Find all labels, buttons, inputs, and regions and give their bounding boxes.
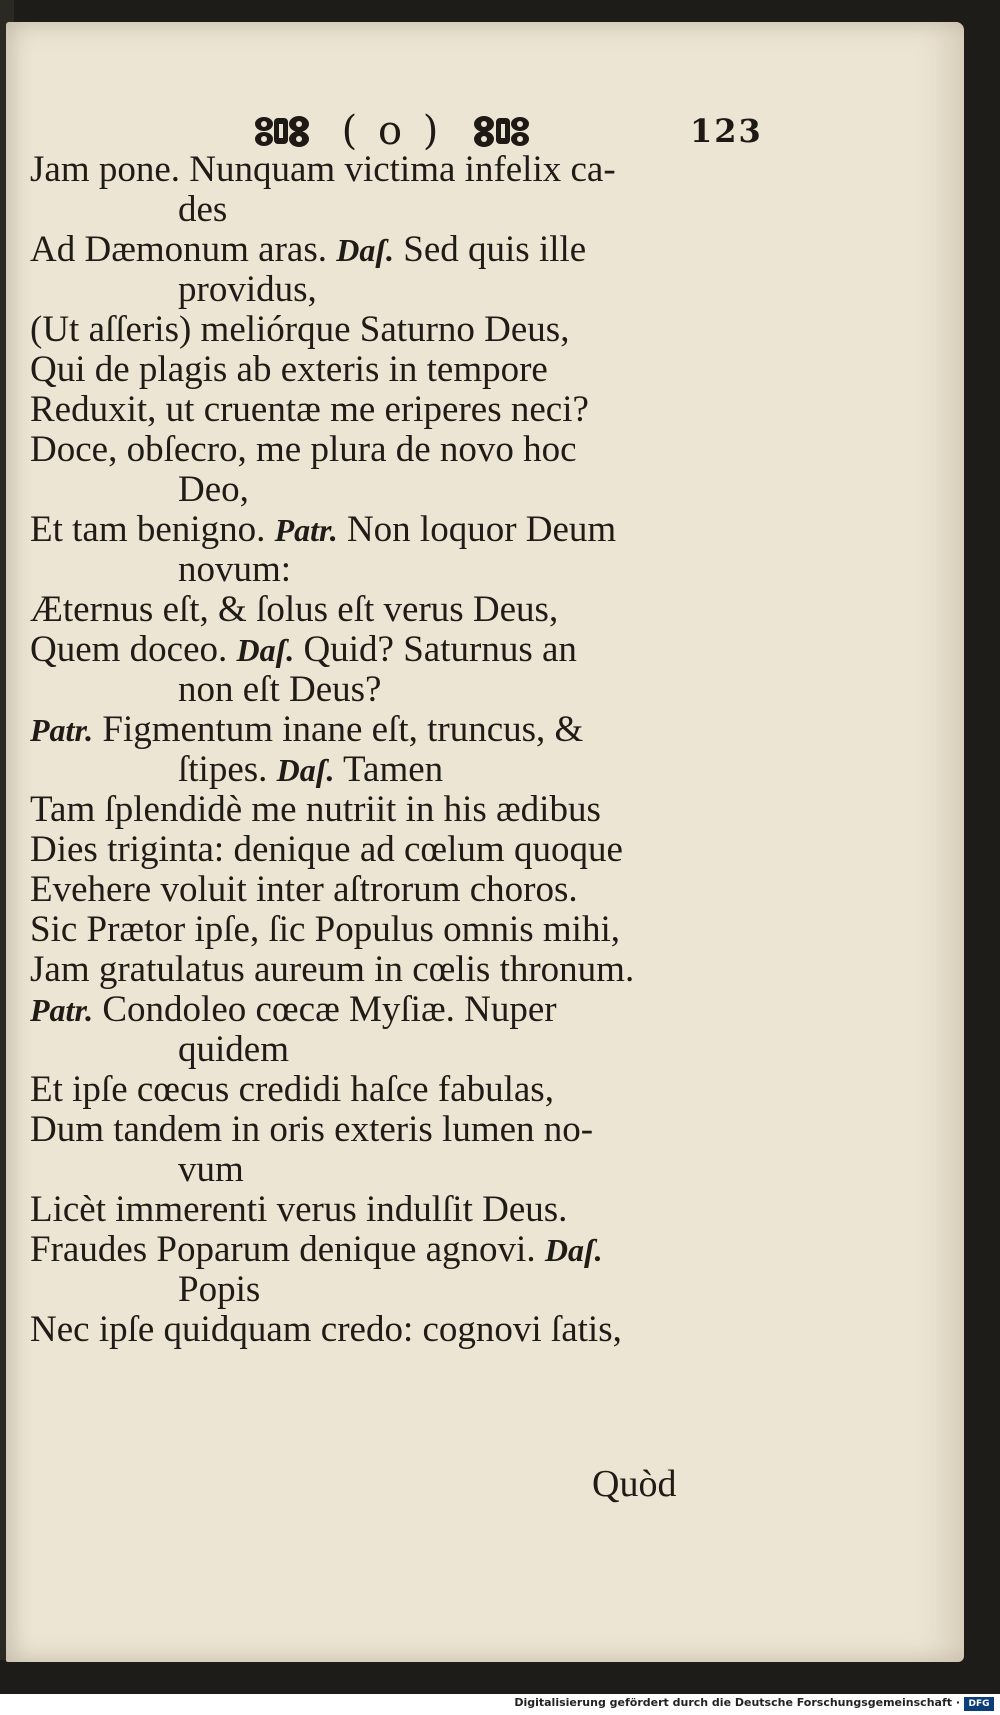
right-ornament-icon [468,112,532,150]
speaker-label: Daſ. [276,752,335,788]
verse-line: Jam pone. Nunquam victima infelix ca- [30,149,616,190]
verse-line: Doce, obſecro, me plura de novo hoc [30,429,577,470]
verse-text: Quid? Saturnus an [294,629,577,670]
verse-line [30,710,750,750]
verse-line [30,990,750,1030]
verse-continuation-line [30,750,750,790]
verse-line [30,510,750,550]
verse-text: Tamen [334,749,444,790]
verse-continuation-line: non eſt Deus? [178,669,382,710]
verse-line: Æternus eſt, & ſolus eſt verus Deus, [30,589,559,630]
verse-text: Ad Dæmonum aras. [30,229,337,270]
speaker-label: Patr. [274,512,338,548]
verse-line: Reduxit, ut cruentæ me eriperes neci? [30,389,589,430]
verse-text: ſtipes. [178,749,277,790]
verse-line: Tam ſplendidè me nutriit in his ædibus [30,789,601,830]
verse-line: Et ipſe cœcus credidi haſce fabulas, [30,1069,554,1110]
verse-text: Fraudes Poparum denique agnovi. [30,1229,545,1270]
verse-continuation-line: quidem [178,1029,289,1070]
verse-line: (Ut aſſeris) meliórque Saturno Deus, [30,309,570,350]
dfg-logo-icon: DFG [964,1697,994,1711]
verse-continuation-line: des [178,189,228,230]
verse-text: Condoleo cœcæ Myſiæ. Nuper [93,989,557,1030]
verse-line: Dum tandem in oris exteris lumen no- [30,1109,594,1150]
verse-continuation-line: Deo, [178,469,249,510]
verse-line: Jam gratulatus aureum in cœlis thronum. [30,949,635,990]
verse-line: Sic Prætor ipſe, ſic Populus omnis mihi, [30,909,620,950]
speaker-label: Patr. [30,712,94,748]
catchword: Quòd [592,1463,677,1505]
speaker-label: Patr. [30,992,94,1028]
verse-continuation-line: vum [178,1149,244,1190]
verse-text-block [30,150,750,1350]
verse-continuation-line: Popis [178,1269,261,1310]
verse-line [30,1230,750,1270]
verse-line: Nec ipſe quidquam credo: cognovi ſatis, [30,1309,622,1350]
verse-text: Figmentum inane eſt, truncus, & [93,709,584,750]
speaker-label: Daſ. [336,232,395,268]
header-ornament-group [252,108,532,154]
left-ornament-icon [252,112,316,150]
verse-line: Licèt immerenti verus indulſit Deus. [30,1189,568,1230]
verse-text: Non loquor Deum [337,509,617,550]
verse-text: Sed quis ille [394,229,587,270]
verse-text: Et tam benigno. [30,509,275,550]
page-number: 123 [690,112,763,150]
verse-line [30,230,750,270]
speaker-label: Daſ. [236,632,295,668]
signature-mark: ( o ) [341,108,443,154]
verse-line: Evehere voluit inter aſtrorum choros. [30,869,578,910]
speaker-label: Daſ. [544,1232,603,1268]
verse-continuation-line: providus, [178,269,317,310]
digitization-footer [0,1694,1000,1715]
verse-continuation-line: novum: [178,549,292,590]
verse-line: Qui de plagis ab exteris in tempore [30,349,548,390]
verse-text: Quem doceo. [30,629,237,670]
verse-line: Dies triginta: denique ad cœlum quoque [30,829,623,870]
funding-credit: Digitalisierung gefördert durch die Deutsche Forschungsgemeinschaft · [514,1696,960,1709]
verse-line [30,630,750,670]
